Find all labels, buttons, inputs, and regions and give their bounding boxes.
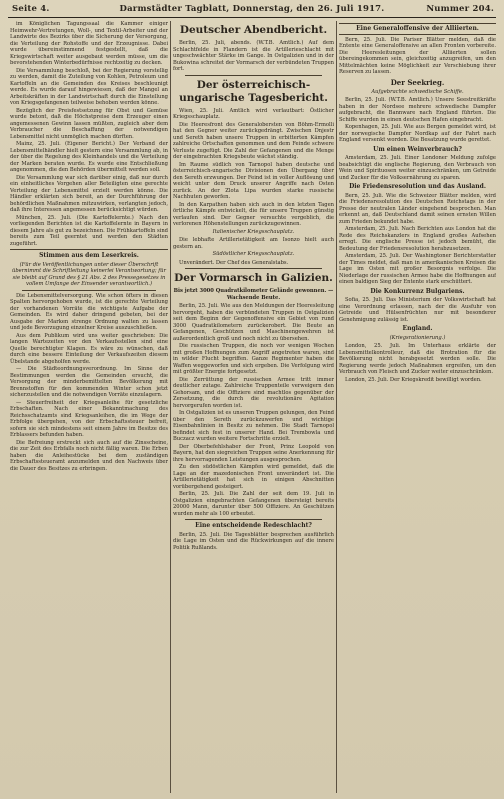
article-paragraph: London, 25. Juli. Der Kriegskredit bewilligt worden. (345, 376, 482, 383)
section-heading: England. (402, 325, 433, 332)
article-paragraph: London, 25. Juli. Im Unterhaus erklärte der Lebensmittelkontrolleur, daß die Brotration für die Bevölkerung nicht herabgesetzt werden solle. Die Regierung werde jedoch Maßnahmen ergreifen, um den Verbrauch von Fleisch und Zucker weiter einzuschränken. (339, 343, 496, 375)
headline-vormarsch: Der Vormarsch in Galizien. (174, 272, 333, 284)
header-rule (8, 17, 496, 18)
column-divider (336, 21, 337, 793)
article-paragraph: Mainz, 25. Juli. (Eigener Bericht.) Der Verband der Lebensmittelhändler hielt gestern eine Versammlung ab, in der über die Regelung des Kleinhandels und die Verteilung der Marken beraten wurde. Es wurde eine Entschließung angenommen, die den Behörden übermittelt werden soll. (10, 141, 168, 173)
article-paragraph: In den Karpathen haben sich auch in den letzten Tagen örtliche Kämpfe entwickelt, die für unsere Truppen günstig verlaufen sind. Der Gegner versuchte vergeblich, die verlorenen Höhenstellungen zurückzugewinnen. (173, 201, 334, 227)
article-paragraph: Berlin, 25. Juli. Wie aus den Meldungen der Heeresleitung hervorgeht, haben die verbündeten Truppen in Ostgalizien seit dem Beginn der Gegenoffensive ein Gebiet von rund 3000 Quadratkilometern zurückerobert. Die Beute an Gefangenen, Geschützen und Maschinengewehren ist außerordentlich groß und noch nicht zu übersehen. (173, 303, 334, 342)
article-paragraph: Amsterdam, 25. Juli. Der Washingtoner Berichterstatter der Times meldet, daß man in amerikanischen Kreisen die Lage im Osten mit großer Besorgnis verfolge. Die Niederlage der russischen Armee habe die Hoffnungen auf einen baldigen Sieg der Entente stark erschüttert. (339, 253, 496, 285)
article-paragraph: Bern, 25. Juli. Wie die Schweizer Blätter melden, wird die Friedensresolution des Deutschen Reichstags in der Presse der neutralen Länder eingehend besprochen. Man erkennt an, daß Deutschland damit seinen ernsten Willen zum Frieden bekundet habe. (339, 192, 496, 225)
article-paragraph: Wien, 25. Juli. Amtlich wird verlautbart: Östlicher Kriegsschauplatz. (173, 107, 334, 120)
article-paragraph: Amsterdam, 25. Juli. Nach Berichten aus London hat die Rede des Reichskanzlers in England großes Aufsehen erregt. Die englische Presse ist jedoch bemüht, die Bedeutung der Friedensresolution herabzusetzen. (339, 226, 496, 252)
page-number: Seite 4. (12, 4, 50, 14)
headline-seekrieg: Der Seekrieg. (390, 77, 445, 87)
article-paragraph: Aus dem Publikum wird uns weiter geschrieben: Die langen Wartezeiten vor den Verkaufsstellen sind eine Quelle berechtigter Klagen. Es wäre zu wünschen, daß durch eine bessere Einteilung der Verkaufszeiten diesem Übelstande abgeholfen werde. (10, 332, 168, 365)
article-paragraph: — Die Städteordnungsverordnung. Im Sinne der Bestimmungen werden die Gemeinden ersucht, die Versorgung der minderbemittelten Bevölkerung mit Brennstoffen für den kommenden Winter schon jetzt sicherzustellen und die notwendigen Vorräte einzulagern. (10, 366, 168, 398)
article-paragraph: Die Versammlung beschloß, bei der Regierung vorstellig zu werden, damit die Zuteilung von Kohlen, Petroleum und Kartoffeln an die Gemeinden des Kreises beschleunigt werde. Es wurde darauf hingewiesen, daß der Mangel an Arbeitskräften in der Landwirtschaft durch die Einstellung von Kriegsgefangenen teilweise behoben werden könne. (10, 67, 168, 106)
article-paragraph: Kopenhagen, 25. Juli. Wie aus Bergen gemeldet wird, ist der norwegische Dampfer Nordkap auf der Fahrt nach England versenkt worden. Die Besatzung wurde gerettet. (339, 124, 496, 143)
section-rule (185, 519, 322, 520)
headline-box (339, 23, 496, 35)
column-3 (339, 21, 496, 793)
article-paragraph: Zu den südöstlichen Kämpfen wird gemeldet, daß die Lage an der mazedonischen Front unverändert ist. Die Artillerietätigkeit hat sich in einigen Abschnitten vorübergehend gesteigert. (173, 464, 334, 490)
article-paragraph: Amsterdam, 25. Juli. Einer Londoner Meldung zufolge beabsichtigt die englische Regierung, den Verbrauch von Wein und Spirituosen weiter einzuschränken, um Getreide und Zucker für die Volksernährung zu sparen. (339, 155, 496, 181)
headline-oesterr-bericht: Der österreichisch-ungarische Tagesbericht. (179, 78, 328, 104)
article-paragraph: Die Zerrüttung der russischen Armee tritt immer deutlicher zutage. Zahlreiche Truppenteile verweigern den Gehorsam, und die Offiziere sind machtlos gegenüber der Zersetzung, die durch die revolutionäre Agitation hervorgerufen worden ist. (173, 376, 334, 409)
section-rule (10, 249, 168, 250)
article-paragraph: München, 25. Juli. (Die Kartoffelernte.) Nach den vorliegenden Berichten ist die Kartoffelernte in Bayern in diesem Jahre als gut zu bezeichnen. Die Frühkartoffeln sind bereits zum Teil geerntet und werden den Städten zugeführt. (10, 214, 168, 247)
section-rule (185, 75, 322, 76)
section-note: (Für die Veröffentlichungen unter dieser Überschrift übernimmt die Schriftleitung keinerlei Verantwortung; für sie bleibt auf Grund des § 21 Abs. 2 des Pressegesetzes in vollem Umfange der Einsender verantwortlich.) (12, 261, 166, 287)
subheading: (Kriegsrationierung.) (389, 334, 446, 341)
article-paragraph: Bern, 25. Juli. Die Pariser Blätter melden, daß die Entente eine Generaloffensive an allen Fronten vorbereite. Die Heeresleitungen der Alliierten sollen übereingekommen sein, gleichzeitig anzugreifen, um den Mittelmächten keine Möglichkeit zur Verschiebung ihrer Reserven zu lassen. (339, 36, 496, 75)
column-divider (170, 21, 171, 793)
article-paragraph: Der Oberbefehlshaber der Front, Prinz Leopold von Bayern, hat den siegreichen Truppen seine Anerkennung für ihre hervorragenden Leistungen ausgesprochen. (173, 443, 334, 463)
column-1 (10, 21, 168, 793)
headline-generaloffensive: Eine Generaloffensive der Alliierten. (356, 25, 479, 32)
article-paragraph: Bezüglich der Preisfestsetzung für Obst und Gemüse wurde betont, daß die Höchstpreise dem Erzeuger einen angemessenen Gewinn lassen müßten, zugleich aber dem Verbraucher die Beschaffung der notwendigen Lebensmittel nicht unmöglich machen dürften. (10, 107, 168, 140)
article-paragraph: Unverändert. Der Chef des Generalstabs. (179, 259, 289, 266)
subheading: Aufgebrachte schwedische Schiffe. (371, 88, 464, 95)
section-rule (185, 268, 322, 269)
section-rule (22, 290, 156, 291)
section-heading: Die Konkurrenz Bulgariens. (370, 287, 465, 295)
issue-number: Nummer 204. (426, 4, 494, 14)
section-heading: Eine entscheidende Redeschlacht? (195, 522, 312, 529)
subheadline: Bis jetzt 3000 Quadratkilometer Gelände gewonnen. — Wachsende Beute. (173, 288, 334, 301)
article-paragraph: Die lebhafte Artillerietätigkeit am Isonzo hielt auch gestern an. (173, 237, 334, 250)
article-paragraph: Die Befreiung erstreckt sich auch auf die Zinsscheine, die zur Zeit des Erbfalls noch nicht fällig waren. Die Erben haben die Anleihestücke bei dem zuständigen Erbschaftssteueramt anzumelden und den Nachweis über die Dauer des Besitzes zu erbringen. (10, 439, 168, 472)
article-paragraph: Berlin, 25. Juli. (W.T.B. Amtlich.) Unsere Seestreitkräfte haben in der Nordsee mehrere schwedische Dampfer aufgebracht, die Bannware nach England führten. Die Schiffe wurden in einen deutschen Hafen eingebracht. (339, 97, 496, 123)
section-heading: Stimmen aus dem Leserkreis. (39, 252, 139, 259)
masthead: Darmstädter Tagblatt, Donnerstag, den 26. Juli 1917. (119, 4, 385, 14)
headline-abendbericht: Deutscher Abendbericht. (179, 24, 328, 36)
subheading: Südöstlicher Kriegsschauplatz. (212, 251, 295, 257)
article-paragraph: Im Raume südlich von Tarnopol haben deutsche und österreichisch-ungarische Divisionen den Übergang über den Sereth erzwungen. Der Feind ist in voller Auflösung und weicht unter dem Druck unserer Angriffe nach Osten zurück. An der Zlota Lipa wurden starke russische Nachhuten geworfen. (173, 161, 334, 200)
section-heading: Die Friedensresolution und das Ausland. (349, 183, 486, 190)
section-heading: Um einen Weinverbrauch? (373, 145, 462, 153)
article-paragraph: Berlin, 25. Juli, abends. (W.T.B. Amtlich.) Auf dem Schlachtfelde in Flandern ist die Artillerieschlacht mit ungeschwächter Stärke im Gange. In Ostgalizien und in der Bukowina schreitet der Vormarsch der verbündeten Truppen fort. (173, 40, 334, 72)
article-paragraph: im Königlichen Tagungssaal die Kammer einiger Heimwehr-Vertretungen, Woll-, und Textil-Arbeiter und der Landwirte des Bezirks über die Sicherung der Versorgung, die Verteilung der Rohstoffe und der Erzeugnisse. Dabei wurde übereinstimmend festgestellt, daß die Kriegswirtschaft weiter ausgebaut werden müsse, um die bevorstehenden Winterbedürfnisse rechtzeitig zu decken. (10, 21, 168, 66)
page-header (8, 3, 496, 16)
article-paragraph: In Ostgalizien ist es unseren Truppen gelungen, den Feind über den Sereth zurückzuwerfen und wichtige Eisenbahnlinien in Besitz zu nehmen. Die Stadt Tarnopol befindet sich fest in unserer Hand. Bei Trembowla und Buczacz wurden weitere Fortschritte erzielt. (173, 410, 334, 442)
article-paragraph: Die Versammlung war sich darüber einig, daß nur durch ein einheitliches Vorgehen aller Beteiligten eine gerechte Verteilung der Lebensmittel erzielt werden könne. Die Händler erklärten sich bereit, an der Durchführung der behördlichen Maßnahmen mitzuwirken, verlangten jedoch, daß ihre Interessen angemessen berücksichtigt würden. (10, 174, 168, 213)
article-paragraph: Die Lebensmittelversorgung. Wie schon öfters in diesen Spalten hervorgehoben wurde, ist die gerechte Verteilung der vorhandenen Vorräte die wichtigste Aufgabe der Gemeinden. Es wird daher dringend gebeten, bei der Ausgabe der Marken strenge Ordnung walten zu lassen und jede Bevorzugung einzelner Kreise auszuschließen. (10, 292, 168, 331)
subheading: Italienischer Kriegsschauplatz. (212, 228, 295, 235)
article-paragraph: — Steuerfreiheit der Kriegsanleihe für gesetzliche Erbschaften. Nach einer Bekanntmachung des Reichsschatzamts sind Kriegsanleihen, die im Wege der Erbfolge übergehen, von der Erbschaftssteuer befreit, sofern sie sich mindestens seit einem Jahre im Besitze des Erblassers befunden haben. (10, 399, 168, 438)
article-paragraph: Berlin, 25. Juli. Die Tagesblätter besprechen ausführlich die Lage im Osten und die Rückwirkungen auf die innere Politik Rußlands. (173, 531, 334, 551)
article-paragraph: Berlin, 25. Juli. Die Zahl der seit dem 19. Juli in Ostgalizien eingebrachten Gefangenen übersteigt bereits 20000 Mann, darunter über 500 Offiziere. An Geschützen wurden mehr als 100 erbeutet. (173, 491, 334, 517)
article-paragraph: Sofia, 25. Juli. Das Ministerium der Volkswirtschaft hat eine Verordnung erlassen, nach der die Ausfuhr von Getreide und Hülsenfrüchten nur mit besonderer Genehmigung zulässig ist. (339, 297, 496, 323)
article-paragraph: Die Heeresfront des Generalobersten von Böhm-Ermolli hat den Gegner weiter zurückgedrängt. Zwischen Dnjestr und Sereth haben unsere Truppen in erbitterten Kämpfen zahlreiche Ortschaften genommen und dem Feinde schwere Verluste zugefügt. Die Zahl der Gefangenen und die Menge der eingebrachten Kriegsbeute wächst ständig. (173, 121, 334, 160)
article-paragraph: Die russischen Truppen, die noch vor wenigen Wochen mit großen Hoffnungen zum Angriff angetreten waren, sind in wilder Flucht begriffen. Ganze Regimenter haben die Waffen weggeworfen und sich ergeben. Die Verfolgung wird mit größter Energie fortgesetzt. (173, 343, 334, 375)
column-2 (173, 21, 334, 793)
